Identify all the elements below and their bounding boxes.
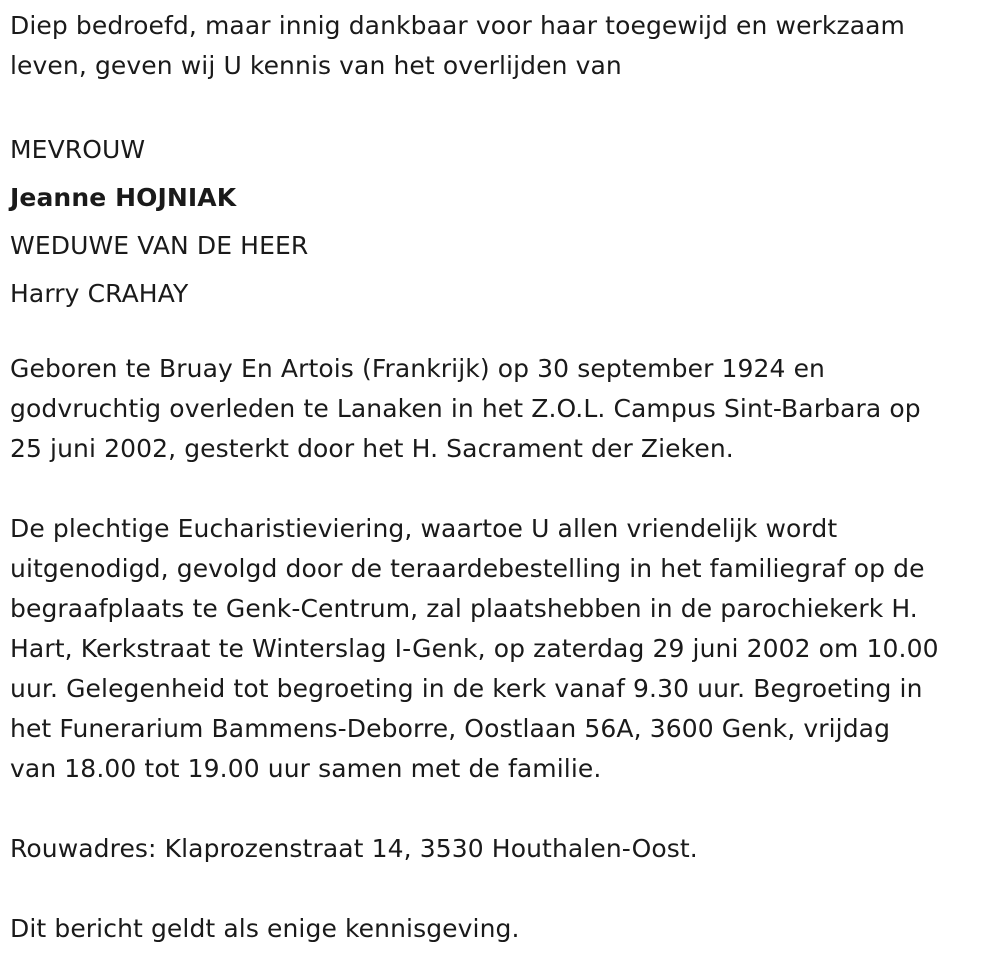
ceremony-line: uitgenodigd, gevolgd door de teraardebestelling in het familiegraf op de xyxy=(10,554,925,583)
ceremony-line: begraafplaats te Genk-Centrum, zal plaatshebben in de parochiekerk H. xyxy=(10,594,918,623)
deceased-name: Jeanne HOJNIAK xyxy=(10,183,237,212)
ceremony-line: van 18.00 tot 19.00 uur samen met de familie. xyxy=(10,754,602,783)
deceased-title: MEVROUW xyxy=(10,135,146,164)
birth-death-line: 25 juni 2002, gesterkt door het H. Sacrament der Zieken. xyxy=(10,434,734,463)
spouse-name: Harry CRAHAY xyxy=(10,279,189,308)
ceremony-paragraph xyxy=(10,509,995,789)
intro-line: Diep bedroefd, maar innig dankbaar voor haar toegewijd en werkzaam xyxy=(10,11,906,40)
ceremony-line: het Funerarium Bammens-Deborre, Oostlaan 56A, 3600 Genk, vrijdag xyxy=(10,714,891,743)
birth-death-line: godvruchtig overleden te Lanaken in het Z.O.L. Campus Sint-Barbara op xyxy=(10,394,921,423)
spacer xyxy=(10,86,995,126)
closing-note: Dit bericht geldt als enige kennisgeving. xyxy=(10,914,520,943)
death-notice xyxy=(10,6,995,949)
ceremony-line: De plechtige Eucharistieviering, waartoe U allen vriendelijk wordt xyxy=(10,514,838,543)
ceremony-line: Hart, Kerkstraat te Winterslag I-Genk, op zaterdag 29 juni 2002 om 10.00 xyxy=(10,634,939,663)
birth-death-paragraph xyxy=(10,349,995,469)
intro-line: leven, geven wij U kennis van het overlijden van xyxy=(10,51,622,80)
spacer xyxy=(10,869,995,909)
deceased-block xyxy=(10,126,995,318)
birth-death-line: Geboren te Bruay En Artois (Frankrijk) op 30 september 1924 en xyxy=(10,354,826,383)
ceremony-line: uur. Gelegenheid tot begroeting in de kerk vanaf 9.30 uur. Begroeting in xyxy=(10,674,923,703)
mourning-address: Rouwadres: Klaprozenstraat 14, 3530 Houthalen-Oost. xyxy=(10,834,698,863)
intro-paragraph xyxy=(10,6,995,86)
deceased-status: WEDUWE VAN DE HEER xyxy=(10,231,309,260)
spacer xyxy=(10,318,995,349)
spacer xyxy=(10,789,995,829)
spacer xyxy=(10,469,995,509)
